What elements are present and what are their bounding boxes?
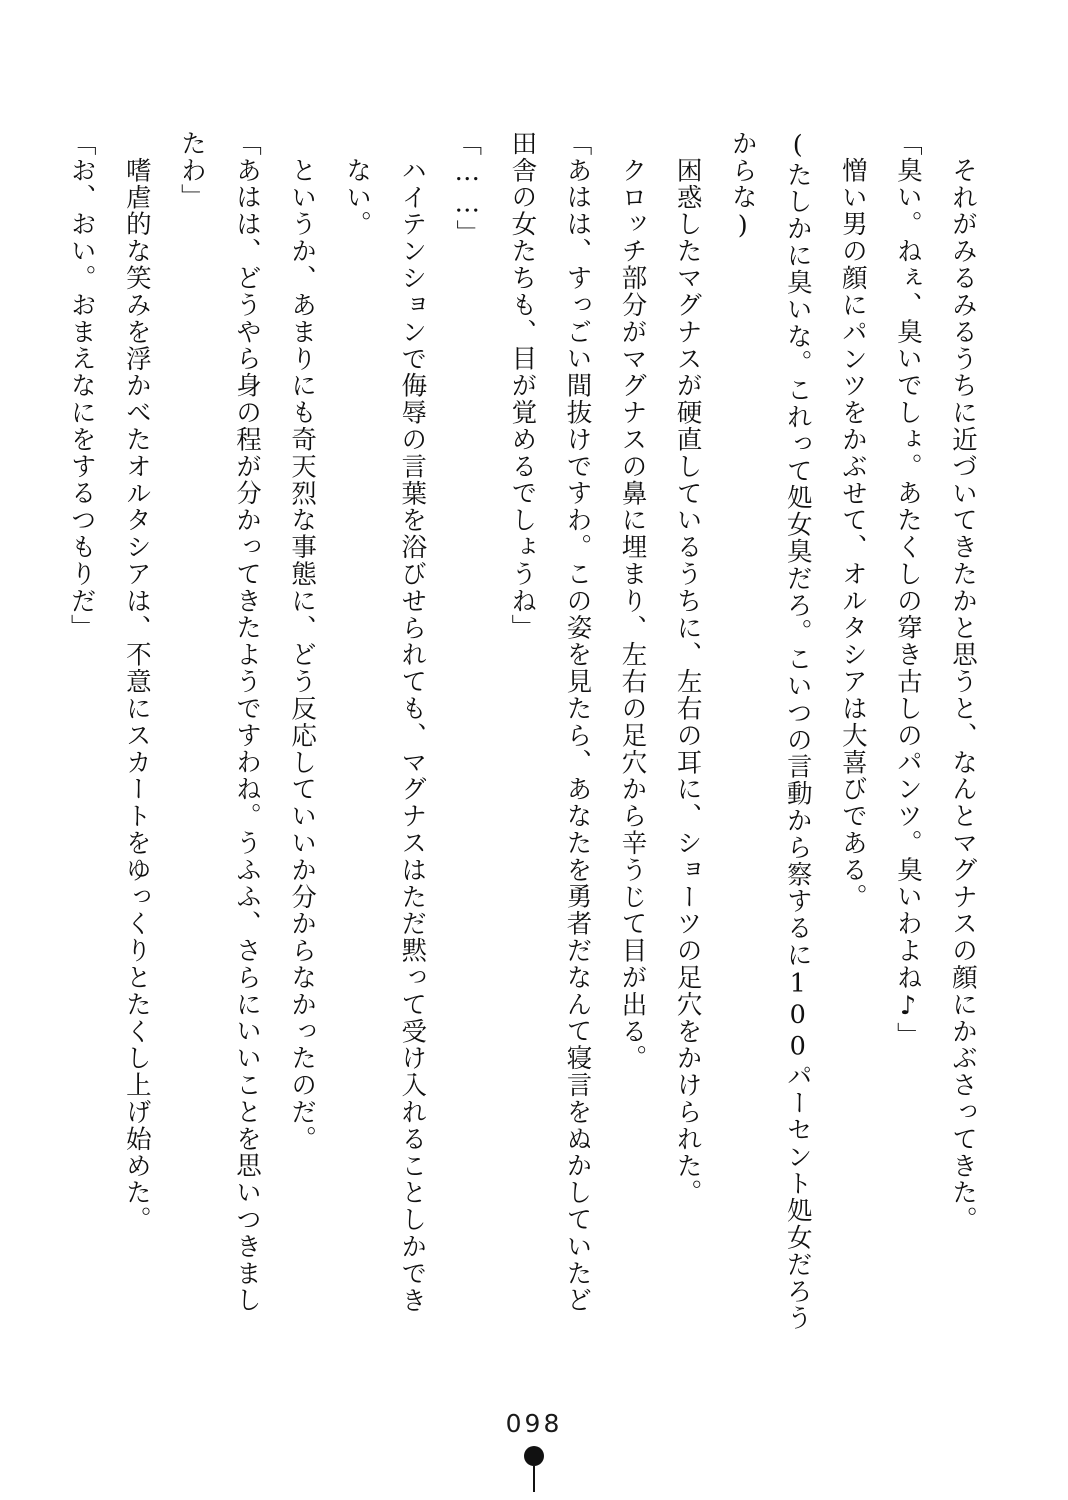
paragraph: というか、あまりにも奇天烈な事態に、どう反応していいか分からなかったのだ。 [287, 157, 318, 1153]
paragraph: それがみるみるうちに近づいてきたかと思うと、なんとマグナスの顔にかぶさってきた。 [948, 157, 978, 1234]
paragraph: 憎い男の顔にパンツをかぶせて、オルタシアは大喜びである。 [837, 157, 868, 911]
footer-dot-icon [524, 1446, 544, 1466]
paragraph: 「あはは、どうやら身の程が分かってきたようですわね。うふふ、さらにいいことを思いつきましたわ」 [176, 130, 262, 1314]
paragraph: 嗜虐的な笑みを浮かべたオルタシアは、不意にスカートをゆっくりとたくし上げ始めた。 [121, 157, 152, 1234]
paragraph: 困惑したマグナスが硬直しているうちに、左右の耳に、ショーツの足穴をかけられた。 [672, 157, 703, 1207]
paragraph: 「お、おい。おまえなにをするつもりだ」 [66, 130, 97, 642]
paragraph: 「あはは、すっごい間抜けですわ。この姿を見たら、あなたを勇者だなんて寝言をぬかしていたど田舎の女たちも、目が覚めるでしょうね」 [507, 130, 593, 1314]
footer-stem-icon [533, 1466, 535, 1492]
paragraph: ハイテンションで侮辱の言葉を浴びせられても、マグナスはただ黙って受け入れることしかできない。 [342, 157, 428, 1314]
paragraph: 「……」 [452, 130, 483, 247]
paragraph: 「臭い。ねぇ、臭いでしょ。あたくしの穿き古しのパンツ。臭いわよね♪」 [892, 130, 923, 1050]
footer-ornament-icon [523, 1446, 545, 1492]
paragraph: (たしかに臭いな。これって処女臭だろ。こいつの言動から察するに100パーセント処女だろうからな) [727, 130, 813, 1332]
page-body-text [66, 130, 990, 1340]
paragraph: クロッチ部分がマグナスの鼻に埋まり、左右の足穴から辛うじて目が出る。 [617, 157, 648, 1072]
page-number: 098 [505, 1409, 563, 1438]
